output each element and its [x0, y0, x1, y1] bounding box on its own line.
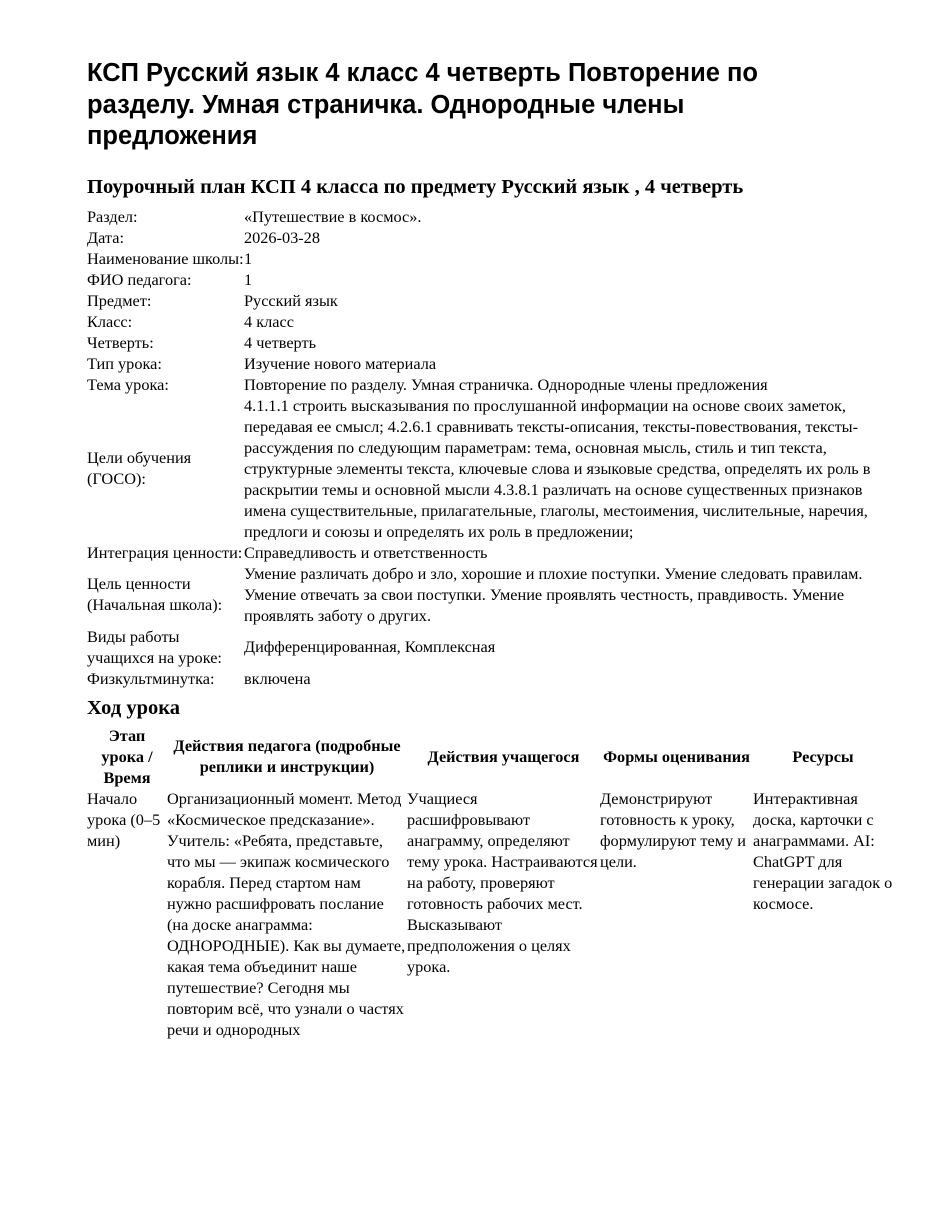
- info-label: Четверть:: [87, 332, 154, 352]
- info-label: Тема урока:: [87, 374, 169, 394]
- info-label: Класс:: [87, 311, 133, 331]
- cell-stage: Начало урока (0–5 мин): [87, 788, 161, 850]
- info-value: 2026-03-28: [244, 227, 320, 247]
- document-page: [87, 58, 897, 1040]
- info-label: Цели обучения (ГОСО):: [87, 448, 192, 488]
- info-label: ФИО педагога:: [87, 269, 192, 289]
- document-title: КСП Русский язык 4 класс 4 четверть Повторение по разделу. Умная страничка. Однородные члены предложения: [87, 59, 758, 150]
- info-row-work-types: [87, 626, 887, 668]
- info-value: 4 класс: [244, 311, 294, 331]
- info-value: включена: [244, 668, 311, 688]
- column-header-assessment: Формы оценивания: [603, 746, 750, 766]
- info-value: 4 четверть: [244, 332, 317, 352]
- plan-subtitle: Поурочный план КСП 4 класса по предмету Русский язык , 4 четверть: [87, 175, 744, 198]
- info-label: Раздел:: [87, 206, 138, 226]
- table-row: [87, 788, 893, 1040]
- info-row-school: [87, 248, 887, 269]
- info-value: 1: [244, 269, 253, 289]
- info-label: Физкультминутка:: [87, 668, 215, 688]
- info-value: Изучение нового материала: [244, 353, 437, 373]
- info-row-date: [87, 227, 887, 248]
- info-row-lesson-type: [87, 353, 887, 374]
- info-label: Тип урока:: [87, 353, 162, 373]
- info-row-value-goal: [87, 563, 887, 626]
- info-label: Виды работы учащихся на уроке:: [87, 626, 222, 667]
- info-value: «Путешествие в космос».: [244, 206, 422, 226]
- info-label: Дата:: [87, 227, 124, 247]
- cell-resources: Интерактивная доска, карточки с анаграммами. AI: ChatGPT для генерации загадок о космосе.: [753, 788, 893, 913]
- info-row-subject: [87, 290, 887, 311]
- column-header-stage: Этап урока / Время: [101, 725, 153, 787]
- info-label: Интеграция ценности:: [87, 542, 243, 562]
- info-label: Наименование школы:: [87, 248, 244, 268]
- info-row-quarter: [87, 332, 887, 353]
- column-header-student: Действия учащегося: [427, 746, 580, 766]
- info-row-topic: [87, 374, 887, 395]
- cell-teacher-actions: Организационный момент. Метод «Космическое предсказание». Учитель: «Ребята, представьте, что мы — экипаж космического корабля. Перед стартом нам нужно расшифровать послание (на доске анаграмма: ОДНОРОДНЫЕ). Как вы думаете, какая тема объединит наше путешествие? Сегодня мы повторим всё, что узнали о частях речи и однородных: [167, 788, 406, 1039]
- table-header-row: [87, 725, 893, 788]
- lesson-info-table: [87, 206, 887, 689]
- cell-student-actions: Учащиеся расшифровывают анаграмму, определяют тему урока. Настраиваются на работу, проверяют готовность рабочих мест. Высказывают предположения о целях урока.: [407, 788, 598, 976]
- info-label: Цель ценности (Начальная школа):: [87, 574, 223, 614]
- info-row-phys-break: [87, 668, 887, 689]
- column-header-resources: Ресурсы: [792, 746, 854, 766]
- info-value: 4.1.1.1 строить высказывания по прослушанной информации на основе своих заметок, передавая ее смысл; 4.2.6.1 сравнивать тексты-описания, тексты-повествования, тексты-рассуждения по следующим параметрам: тема, основная мысль, стиль и тип текста, структурные элементы текста, ключевые слова и языковые средства, определять их роль в раскрытии темы и основной мысли 4.3.8.1 различать на основе существенных признаков имена существительные, прилагательные, глаголы, местоимения, числительные, наречия, предлоги и союзы и определять их роль в предложении;: [244, 395, 871, 541]
- info-label: Предмет:: [87, 290, 152, 310]
- info-row-value-integration: [87, 542, 887, 563]
- cell-assessment: Демонстрируют готовность к уроку, формулируют тему и цели.: [600, 788, 746, 871]
- info-row-goals: [87, 395, 887, 542]
- lesson-flow-heading: Ход урока: [87, 696, 180, 719]
- info-row-teacher: [87, 269, 887, 290]
- column-header-teacher: Действия педагога (подробные реплики и инструкции): [173, 736, 401, 776]
- lesson-steps-table: [87, 725, 893, 1040]
- info-value: Умение различать добро и зло, хорошие и плохие поступки. Умение следовать правилам. Умение отвечать за свои поступки. Умение проявлять честность, правдивость. Умение проявлять заботу о других.: [244, 563, 863, 625]
- info-value: Справедливость и ответственность: [244, 542, 488, 562]
- info-row-grade: [87, 311, 887, 332]
- info-value: Русский язык: [244, 290, 338, 310]
- info-value: Дифференцированная, Комплексная: [244, 637, 496, 656]
- info-value: Повторение по разделу. Умная страничка. Однородные члены предложения: [244, 374, 768, 394]
- info-row-section: [87, 206, 887, 227]
- info-value: 1: [244, 248, 253, 268]
